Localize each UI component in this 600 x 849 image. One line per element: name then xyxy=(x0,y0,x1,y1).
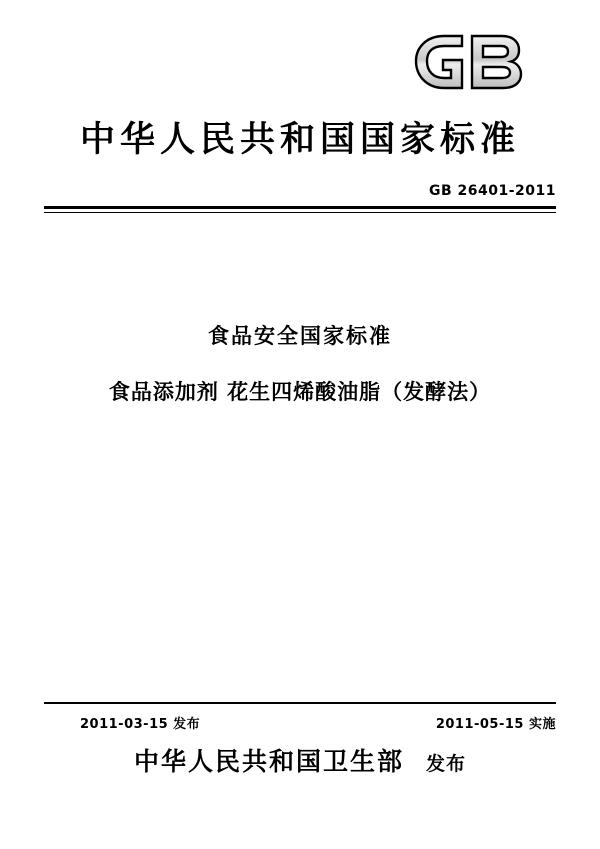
document-title-line-1: 食品安全国家标准 xyxy=(208,324,392,348)
document-title-line-2: 食品添加剂 花生四烯酸油脂（发酵法） xyxy=(108,380,492,404)
publisher-action: 发布 xyxy=(426,753,467,775)
publisher-row xyxy=(0,742,600,778)
page-title: 中华人民共和国国家标准 xyxy=(79,120,520,160)
issue-date: 2011-03-15 发布 xyxy=(80,717,201,732)
divider-bottom xyxy=(44,702,556,704)
publisher-name: 中华人民共和国卫生部 xyxy=(133,747,404,776)
effective-date: 2011-05-15 实施 xyxy=(435,717,556,732)
gb-logo-container xyxy=(0,26,600,98)
gb-standard-logo-icon xyxy=(410,26,530,96)
divider-top-thin xyxy=(44,212,556,213)
standard-number: GB 26401-2011 xyxy=(428,183,556,199)
divider-top-thick xyxy=(44,206,556,209)
